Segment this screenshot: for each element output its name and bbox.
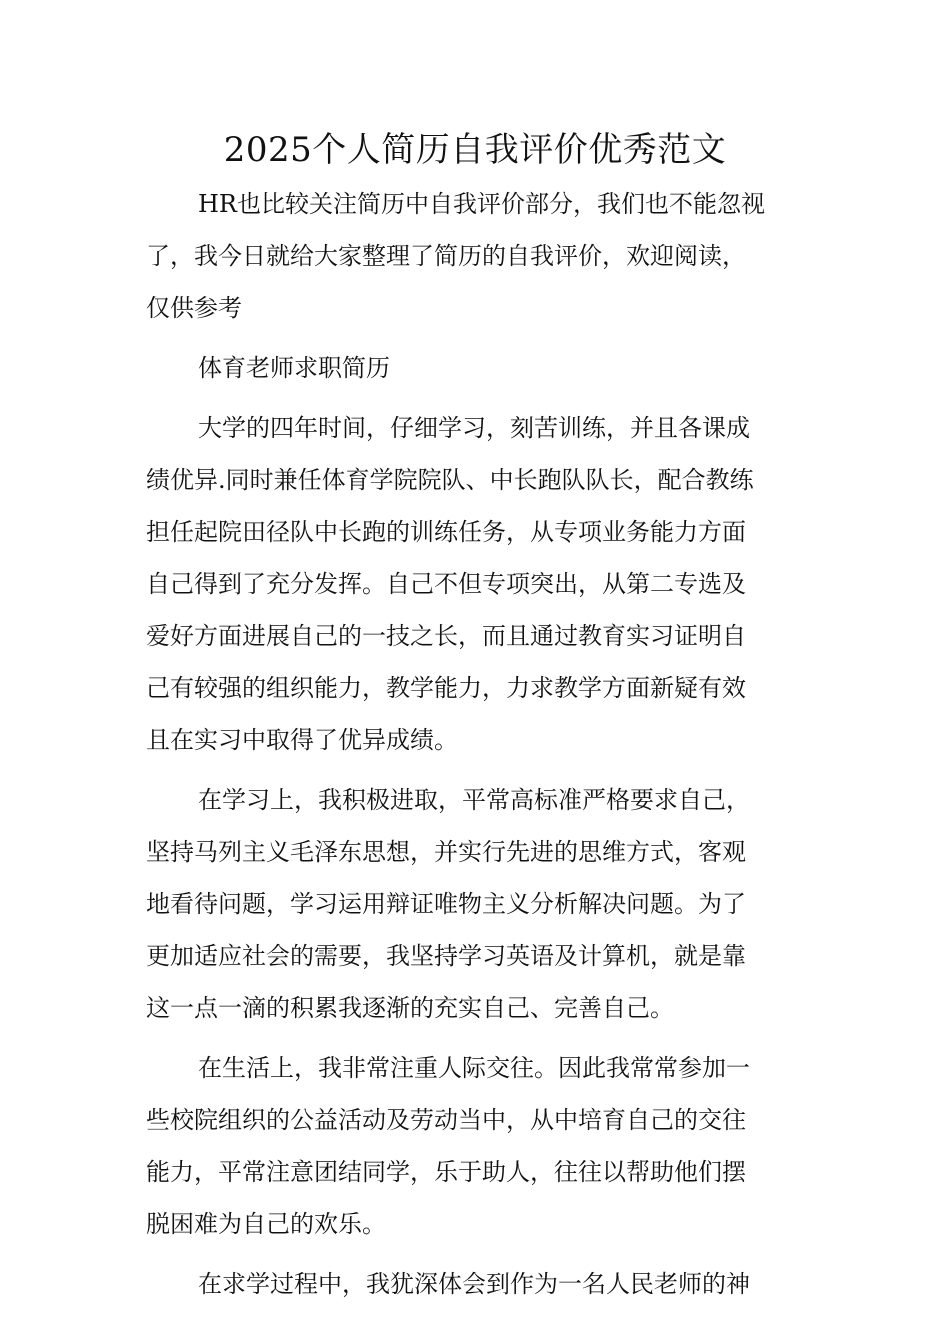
paragraph-line: 己有较强的组织能力，教学能力，力求教学方面新疑有效 [146,674,746,702]
intro-line: 仅供参考 [146,294,242,322]
intro-line: HR也比较关注简历中自我评价部分，我们也不能忽视 [198,190,765,218]
paragraph-line: 担任起院田径队中长跑的训练任务，从专项业务能力方面 [146,518,746,546]
paragraph-line: 坚持马列主义毛泽东思想，并实行先进的思维方式，客观 [146,838,746,866]
paragraph-line: 绩优异.同时兼任体育学院院队、中长跑队队长，配合教练 [146,466,754,494]
intro-line: 了，我今日就给大家整理了简历的自我评价，欢迎阅读， [146,242,746,270]
paragraph-line: 且在实习中取得了优异成绩。 [146,726,458,754]
paragraph-line: 在求学过程中，我犹深体会到作为一名人民老师的神 [198,1270,750,1298]
paragraph-line: 大学的四年时间，仔细学习，刻苦训练，并且各课成 [198,414,750,442]
paragraph-line: 在学习上，我积极进取，平常高标准严格要求自己， [198,786,750,814]
paragraph-line: 爱好方面进展自己的一技之长，而且通过教育实习证明自 [146,622,746,650]
document-title: 2025个人简历自我评价优秀范文 [223,130,727,170]
paragraph-line: 在生活上，我非常注重人际交往。因此我常常参加一 [198,1054,750,1082]
paragraph-line: 能力，平常注意团结同学，乐于助人，往往以帮助他们摆 [146,1158,746,1186]
paragraph-line: 些校院组织的公益活动及劳动当中，从中培育自己的交往 [146,1106,746,1134]
paragraph-line: 更加适应社会的需要，我坚持学习英语及计算机，就是靠 [146,942,746,970]
section-heading: 体育老师求职简历 [198,354,390,382]
paragraph-line: 自己得到了充分发挥。自己不但专项突出，从第二专选及 [146,570,746,598]
paragraph-line: 地看待问题，学习运用辩证唯物主义分析解决问题。为了 [146,890,746,918]
document-body [146,178,808,1310]
paragraph-line: 脱困难为自己的欢乐。 [146,1210,386,1238]
paragraph-line: 这一点一滴的积累我逐渐的充实自己、完善自己。 [146,994,674,1022]
